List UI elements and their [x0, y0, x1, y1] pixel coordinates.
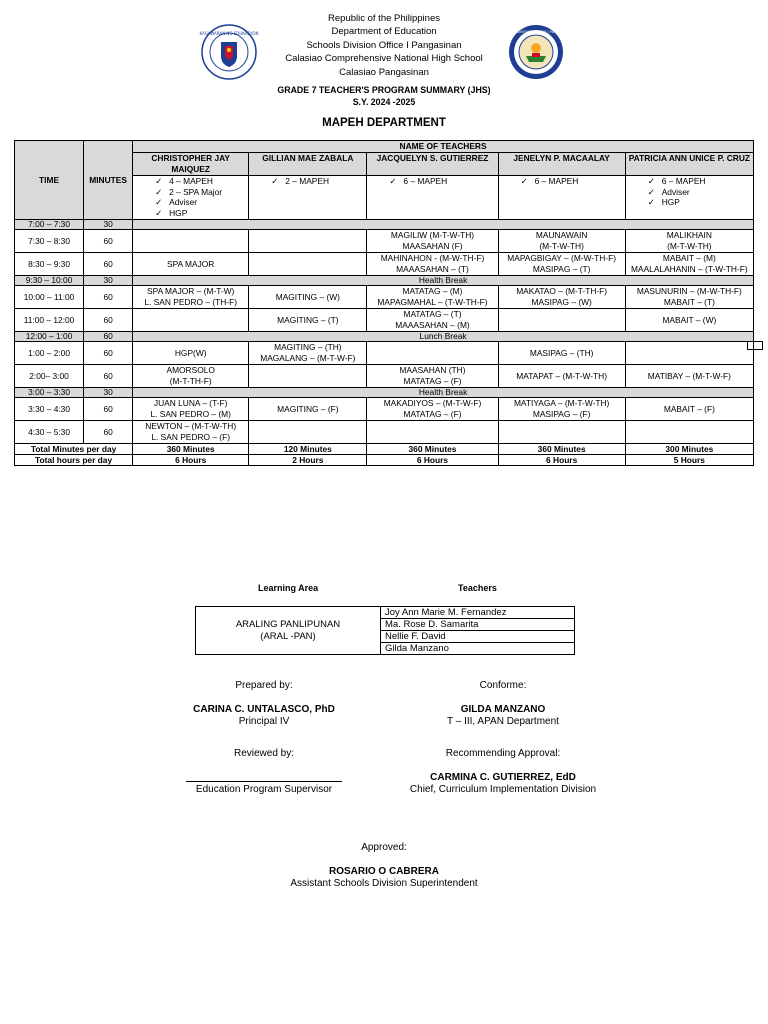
- reviewed-title: Education Program Supervisor: [195, 784, 333, 795]
- conforme-title: T – III, APAN Department: [447, 716, 559, 727]
- recommending-label: Recommending Approval:: [445, 748, 561, 759]
- time-cell: 9:30 – 10:00: [15, 276, 84, 286]
- time-cell: 4:30 – 5:30: [15, 421, 84, 444]
- class-cell: [133, 342, 249, 365]
- schedule-table: [14, 140, 754, 466]
- load-item: ✓ HGP: [647, 197, 680, 207]
- minutes-cell: 60: [84, 286, 133, 309]
- class-cell: [367, 253, 498, 276]
- check-icon: ✓: [155, 176, 163, 186]
- teacher-name-header: PATRICIA ANN UNICE P. CRUZ: [625, 153, 753, 176]
- class-cell: [367, 398, 498, 421]
- deped-seal-logo: [201, 24, 257, 80]
- class-entry: MASIPAG – (F): [532, 409, 591, 419]
- minutes-cell: 30: [84, 276, 133, 286]
- teacher-load-cell: [133, 176, 249, 220]
- class-entry: MATATAG – (F): [403, 376, 462, 386]
- teachers-heading: Teachers: [458, 583, 497, 593]
- conforme-label: Conforme:: [479, 680, 527, 691]
- recommending-title: Chief, Curriculum Implementation Division: [409, 784, 597, 795]
- class-cell: [367, 365, 498, 388]
- subject-abbrev: (ARAL -PAN): [260, 630, 316, 642]
- class-cell: [249, 342, 367, 365]
- total-minutes-cell: 120 Minutes: [249, 444, 367, 455]
- conforme-name: GILDA MANZANO: [460, 704, 546, 715]
- minutes-cell: 60: [84, 342, 133, 365]
- schedule-row: [15, 421, 754, 444]
- load-item: ✓ Adviser: [647, 186, 690, 197]
- teacher-load-cell: [498, 176, 625, 220]
- class-cell: [498, 286, 625, 309]
- break-row: [15, 388, 754, 398]
- teacher-name-header: GILLIAN MAE ZABALA: [249, 153, 367, 176]
- minutes-cell: 60: [84, 332, 133, 342]
- class-cell: [498, 253, 625, 276]
- subject-cell: [196, 607, 381, 655]
- la-teacher-cell: Joy Ann Marie M. Fernandez: [381, 607, 575, 619]
- recommending-block: [353, 748, 653, 796]
- schedule-row: [15, 286, 754, 309]
- check-icon: ✓: [647, 176, 655, 186]
- check-icon: ✓: [155, 186, 163, 197]
- total-hours-label: Total hours per day: [15, 455, 133, 466]
- time-cell: 2:00– 3:00: [15, 365, 84, 388]
- check-icon: ✓: [647, 197, 655, 207]
- class-entry: MAPAGBIGAY – (M-W-TH-F): [507, 253, 616, 264]
- class-entry: MAGITING – (F): [277, 403, 339, 414]
- break-label: Lunch Break: [133, 332, 754, 342]
- class-entry: MATAPAT – (M-T-W-TH): [516, 370, 607, 381]
- prepared-label: Prepared by:: [235, 680, 293, 691]
- time-cell: 1:00 – 2:00: [15, 342, 84, 365]
- teachers-group-header: NAME OF TEACHERS: [133, 141, 754, 153]
- class-cell: [367, 286, 498, 309]
- total-minutes-cell: 360 Minutes: [498, 444, 625, 455]
- stray-cell-marker: [747, 341, 763, 350]
- schedule-row: [15, 253, 754, 276]
- class-entry: MABAIT – (F): [663, 403, 715, 414]
- class-entry: MAGITING – (TH): [274, 342, 342, 353]
- check-icon: ✓: [271, 176, 279, 186]
- class-entry: AMORSOLO: [166, 365, 215, 376]
- teacher-name-header: CHRISTOPHER JAY MAIQUEZ: [133, 153, 249, 176]
- class-entry: (M-T-TH-F): [169, 376, 212, 386]
- class-entry: MAPAGMAHAL – (T-W-TH-F): [377, 297, 488, 307]
- class-entry: MAALALAHANIN – (T-W-TH-F): [631, 264, 748, 274]
- class-entry: MASUNURIN – (M-W-TH-F): [636, 286, 742, 297]
- minutes-cell: 30: [84, 388, 133, 398]
- la-teacher-cell: Ma. Rose D. Samarita: [381, 619, 575, 631]
- total-minutes-row: [15, 444, 754, 455]
- sdo-seal-logo: [499, 24, 573, 80]
- load-item: ✓ 6 – MAPEH: [389, 176, 448, 186]
- class-entry: MASIPAG – (T): [532, 264, 591, 274]
- minutes-cell: 60: [84, 309, 133, 332]
- class-entry: MAKATAO – (M-T-TH-F): [516, 286, 608, 297]
- total-hours-cell: 6 Hours: [367, 455, 498, 466]
- time-cell: 7:30 – 8:30: [15, 230, 84, 253]
- schedule-row: [15, 309, 754, 332]
- header-line: Republic of the Philippines: [328, 13, 440, 24]
- time-cell: 12:00 – 1:00: [15, 332, 84, 342]
- la-teacher-cell: Gilda Manzano: [381, 643, 575, 655]
- load-item: ✓ Adviser: [155, 197, 198, 207]
- class-entry: L. SAN PEDRO – (F): [151, 432, 231, 442]
- total-minutes-cell: 360 Minutes: [367, 444, 498, 455]
- class-cell: [625, 421, 753, 444]
- minutes-cell: 60: [84, 398, 133, 421]
- minutes-cell: 60: [84, 421, 133, 444]
- class-cell: [625, 253, 753, 276]
- header-line: Calasiao Pangasinan: [339, 66, 429, 78]
- program-title: GRADE 7 TEACHER'S PROGRAM SUMMARY (JHS): [277, 85, 491, 96]
- time-column-header: TIME: [15, 141, 84, 220]
- class-entry: MATATAG – (M): [402, 286, 463, 297]
- class-entry: MAGITING – (W): [275, 291, 340, 302]
- signature-line: [186, 781, 342, 782]
- break-label: Health Break: [133, 276, 754, 286]
- class-cell: [367, 421, 498, 444]
- svg-text:KAGAWARAN NG EDUKASYON: KAGAWARAN NG EDUKASYON: [199, 31, 259, 36]
- load-item: ✓ 6 – MAPEH: [520, 176, 579, 186]
- time-cell: 10:00 – 11:00: [15, 286, 84, 309]
- class-cell: [498, 421, 625, 444]
- minutes-cell: 60: [84, 230, 133, 253]
- reviewed-label: Reviewed by:: [233, 748, 295, 759]
- class-entry: MATIBAY – (M-T-W-F): [647, 370, 731, 381]
- check-icon: ✓: [389, 176, 397, 186]
- load-item: ✓ 4 – MAPEH: [155, 176, 213, 186]
- class-cell: [249, 398, 367, 421]
- check-icon: ✓: [155, 197, 163, 207]
- class-cell: [625, 365, 753, 388]
- schedule-row: [15, 230, 754, 253]
- conforme-block: [383, 680, 623, 728]
- total-hours-cell: 2 Hours: [249, 455, 367, 466]
- class-entry: MAHINAHON - (M-W-TH-F): [380, 253, 485, 264]
- class-cell: [249, 365, 367, 388]
- header-line: Calasiao Comprehensive National High School: [285, 53, 483, 65]
- class-cell: [625, 309, 753, 332]
- class-cell: [249, 421, 367, 444]
- check-icon: ✓: [647, 186, 655, 197]
- class-entry: JUAN LUNA – (T-F): [153, 398, 228, 409]
- class-entry: MATATAG – (F): [403, 409, 462, 419]
- class-entry: MATATAG – (T): [403, 309, 462, 320]
- class-cell: [133, 365, 249, 388]
- class-cell: [249, 253, 367, 276]
- class-entry: L. SAN PEDRO – (M): [150, 409, 231, 419]
- class-entry: MABAIT – (M): [662, 253, 716, 264]
- class-entry: MAGILIW (M-T-W-TH): [390, 230, 475, 241]
- class-entry: MAGITING – (T): [277, 314, 339, 325]
- approved-block: [234, 842, 534, 890]
- prepared-by-block: [144, 680, 384, 728]
- schedule-row: [15, 342, 754, 365]
- approved-name: ROSARIO O CABRERA: [328, 866, 439, 877]
- class-entry: MAKADIYOS – (M-T-W-F): [383, 398, 482, 409]
- load-item: ✓ 6 – MAPEH: [647, 176, 706, 186]
- learning-area-heading: Learning Area: [258, 583, 319, 593]
- total-hours-cell: 5 Hours: [625, 455, 753, 466]
- department-title: MAPEH DEPARTMENT: [322, 117, 446, 129]
- class-cell: [133, 230, 249, 253]
- break-label: [133, 220, 754, 230]
- class-cell: [249, 286, 367, 309]
- reviewed-by-block: [144, 748, 384, 796]
- class-entry: SPA MAJOR – (M-T-W): [147, 286, 235, 297]
- time-cell: 3:00 – 3:30: [15, 388, 84, 398]
- class-cell: [133, 286, 249, 309]
- class-cell: [498, 309, 625, 332]
- class-cell: [249, 230, 367, 253]
- break-label: Health Break: [133, 388, 754, 398]
- class-cell: [498, 398, 625, 421]
- approved-title: Assistant Schools Division Superintendent: [290, 878, 478, 889]
- class-entry: MASIPAG – (W): [531, 297, 592, 307]
- teacher-load-cell: [625, 176, 753, 220]
- time-cell: 7:00 – 7:30: [15, 220, 84, 230]
- class-entry: MAUNAWAIN: [535, 230, 588, 241]
- load-item: ✓ 2 – SPA Major: [155, 186, 223, 197]
- time-cell: 11:00 – 12:00: [15, 309, 84, 332]
- school-year: S.Y. 2024 -2025: [352, 97, 416, 108]
- class-entry: MAAASAHAN – (M): [395, 320, 470, 330]
- schedule-row: [15, 398, 754, 421]
- class-cell: [133, 309, 249, 332]
- total-minutes-cell: 300 Minutes: [625, 444, 753, 455]
- break-row: [15, 276, 754, 286]
- prepared-name: CARINA C. UNTALASCO, PhD: [193, 704, 335, 715]
- total-hours-cell: 6 Hours: [133, 455, 249, 466]
- class-entry: NEWTON – (M-T-W-TH): [145, 421, 237, 432]
- class-entry: MABAIT – (W): [662, 314, 717, 325]
- class-cell: [498, 230, 625, 253]
- class-entry: MAASAHAN (TH): [399, 365, 466, 376]
- class-cell: [367, 309, 498, 332]
- class-entry: MATIYAGA – (M-T-W-TH): [513, 398, 610, 409]
- minutes-column-header: MINUTES: [84, 141, 133, 220]
- minutes-cell: 60: [84, 253, 133, 276]
- header-line: Schools Division Office I Pangasinan: [306, 39, 462, 51]
- class-cell: [133, 421, 249, 444]
- svg-text:SCHOOLS DIVISION OFFICE I PANG: SCHOOLS DIVISION OFFICE I PANGASINAN: [499, 30, 573, 34]
- total-hours-cell: 6 Hours: [498, 455, 625, 466]
- recommending-name: CARMINA C. GUTIERREZ, EdD: [430, 772, 576, 783]
- class-cell: [133, 398, 249, 421]
- time-cell: 3:30 – 4:30: [15, 398, 84, 421]
- class-cell: [625, 342, 753, 365]
- class-cell: [625, 286, 753, 309]
- schedule-row: [15, 365, 754, 388]
- approved-label: Approved:: [361, 842, 407, 853]
- class-cell: [133, 253, 249, 276]
- class-cell: [625, 230, 753, 253]
- class-entry: MAAASAHAN – (T): [396, 264, 469, 274]
- class-entry: MAASAHAN (F): [402, 241, 463, 251]
- header-line: Department of Education: [331, 26, 437, 38]
- minutes-cell: 60: [84, 365, 133, 388]
- class-cell: [249, 309, 367, 332]
- time-cell: 8:30 – 9:30: [15, 253, 84, 276]
- break-row: [15, 332, 754, 342]
- document-header: [0, 12, 768, 108]
- la-teacher-cell: Nellie F. David: [381, 631, 575, 643]
- load-item: ✓ HGP: [155, 207, 188, 218]
- class-entry: MALIKHAIN: [666, 230, 712, 241]
- total-minutes-label: Total Minutes per day: [15, 444, 133, 455]
- class-entry: MABAIT – (T): [663, 297, 715, 307]
- teacher-name-header: JENELYN P. MACAALAY: [498, 153, 625, 176]
- minutes-cell: 30: [84, 220, 133, 230]
- learning-area-table: [195, 606, 575, 655]
- total-minutes-cell: 360 Minutes: [133, 444, 249, 455]
- teacher-load-cell: [367, 176, 498, 220]
- total-hours-row: [15, 455, 754, 466]
- class-cell: [367, 342, 498, 365]
- class-entry: MAGALANG – (M-T-W-F): [260, 353, 356, 363]
- class-cell: [625, 398, 753, 421]
- class-entry: L. SAN PEDRO – (TH-F): [144, 297, 237, 307]
- class-cell: [498, 365, 625, 388]
- teacher-load-cell: [249, 176, 367, 220]
- prepared-title: Principal IV: [238, 716, 290, 727]
- class-entry: SPA MAJOR: [167, 258, 215, 269]
- load-item: ✓ 2 – MAPEH: [271, 176, 330, 186]
- class-entry: HGP(W): [174, 347, 207, 358]
- class-cell: [498, 342, 625, 365]
- class-entry: MASIPAG – (TH): [529, 347, 594, 358]
- break-row: [15, 220, 754, 230]
- check-icon: ✓: [155, 207, 163, 218]
- teacher-name-header: JACQUELYN S. GUTIERREZ: [367, 153, 498, 176]
- subject-name: ARALING PANLIPUNAN: [235, 618, 341, 630]
- class-cell: [367, 230, 498, 253]
- class-entry: (M-T-W-TH): [539, 241, 584, 251]
- class-entry: (M-T-W-TH): [667, 241, 712, 251]
- check-icon: ✓: [520, 176, 528, 186]
